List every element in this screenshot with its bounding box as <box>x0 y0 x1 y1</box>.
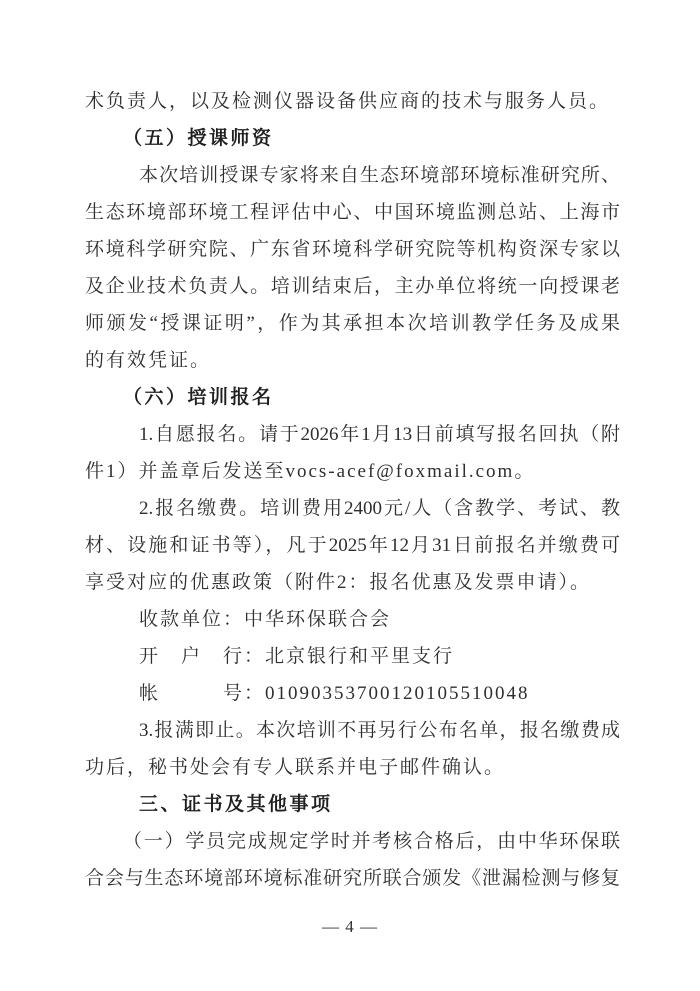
text-line: 的有效凭证。 <box>85 350 212 371</box>
section-heading-registration: （六）培训报名 <box>123 387 274 408</box>
text-line: 环境科学研究院、广东省环境科学研究院等机构资深专家以 <box>85 239 620 260</box>
text-line: 本次培训授课专家将来自生态环境部环境标准研究所、 <box>139 165 620 186</box>
text-line-fee: 2.报名缴费。培训费用2400元/人（含教学、考试、教 <box>139 498 620 519</box>
text-line: 师颁发“授课证明”，作为其承担本次培训教学任务及成果 <box>85 313 620 334</box>
text-line: 功后，秘书处会有专人联系并电子邮件确认。 <box>85 757 506 778</box>
text-line-registration-deadline: 1.自愿报名。请于2026年1月13日前填写报名回执（附 <box>139 424 620 445</box>
bank-name: 开 户 行：北京银行和平里支行 <box>139 646 455 667</box>
bank-account-number: 帐 号：01090353700120105510048 <box>139 683 530 704</box>
payee-name: 收款单位：中华环保联合会 <box>139 609 392 630</box>
text-line: （一）学员完成规定学时并考核合格后，由中华环保联 <box>123 831 620 852</box>
text-line: 材、设施和证书等），凡于2025年12月31日前报名并缴费可 <box>85 535 620 556</box>
text-line-registration-email: 件1）并盖章后发送至vocs-acef@foxmail.com。 <box>85 461 536 482</box>
text-line: 生态环境部环境工程评估中心、中国环境监测总站、上海市 <box>85 202 620 223</box>
section-heading-certificate: 三、证书及其他事项 <box>139 794 333 815</box>
document-body <box>85 83 620 897</box>
text-line: 合会与生态环境部环境标准研究所联合颁发《泄漏检测与修复 <box>85 868 620 889</box>
page-number: — 4 — <box>322 917 378 936</box>
text-line: 及企业技术负责人。培训结束后，主办单位将统一向授课老 <box>85 276 620 297</box>
text-line: 3.报满即止。本次培训不再另行公布名单，报名缴费成 <box>139 720 620 741</box>
text-line: 术负责人，以及检测仪器设备供应商的技术与服务人员。 <box>85 91 611 112</box>
text-line: 享受对应的优惠政策（附件2：报名优惠及发票申请）。 <box>85 572 592 593</box>
section-heading-faculty: （五）授课师资 <box>123 128 274 149</box>
